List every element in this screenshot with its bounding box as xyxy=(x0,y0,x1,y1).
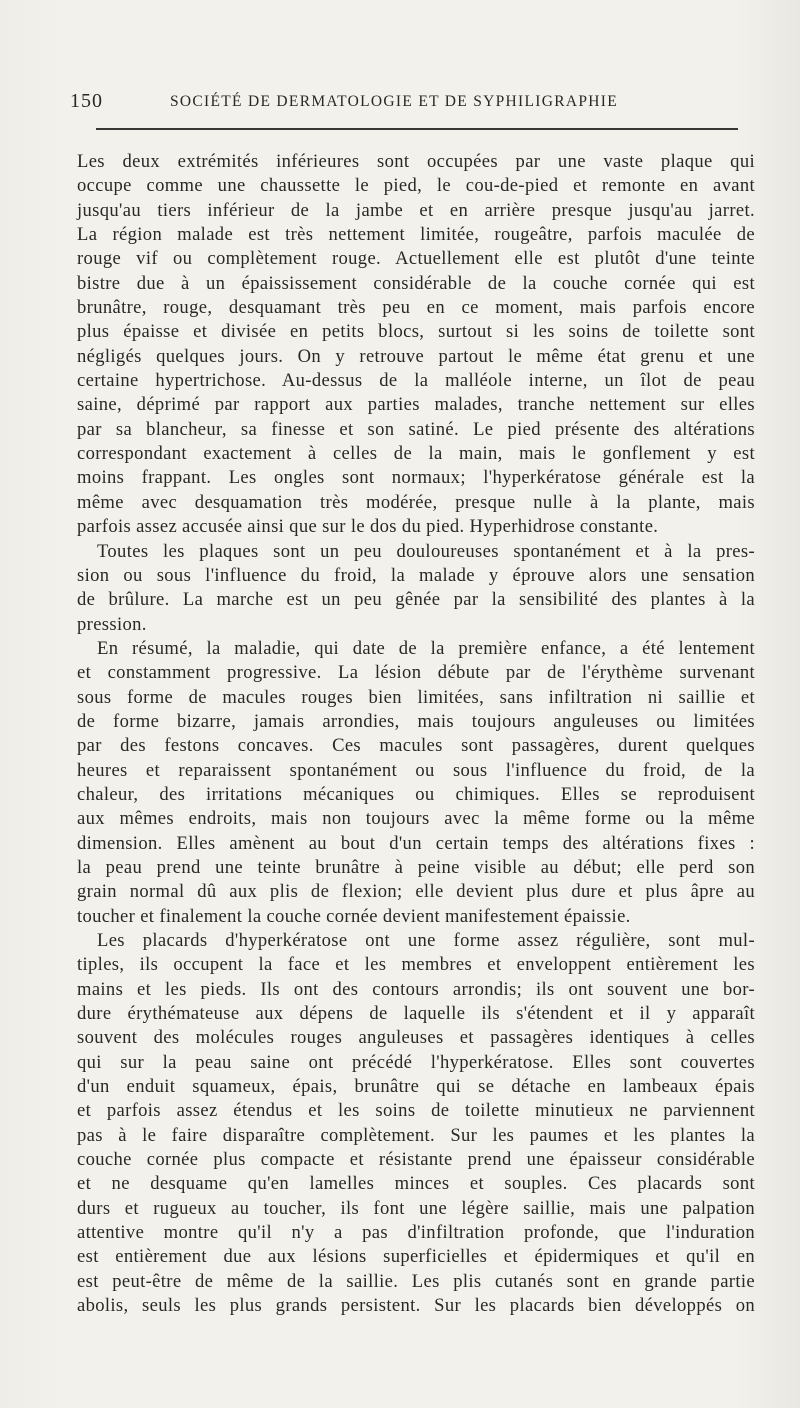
text-line: dure érythémateuse aux dépens de laquelle ils s'étendent et il y apparaît xyxy=(77,1003,755,1025)
text-line: durs et rugueux au toucher, ils font une légère saillie, mais une palpation xyxy=(77,1197,755,1219)
text-line: de forme bizarre, jamais arrondies, mais toujours anguleuses ou limitées xyxy=(77,710,755,732)
text-line: par des festons concaves. Ces macules sont passagères, durent quelques xyxy=(77,735,755,757)
page-number: 150 xyxy=(70,90,103,112)
text-line: sion ou sous l'influence du froid, la malade y éprouve alors une sensation xyxy=(77,564,755,586)
text-line: la peau prend une teinte brunâtre à peine visible au début; elle perd son xyxy=(77,856,755,878)
text-line: dimension. Elles amènent au bout d'un certain temps des altérations fixes : xyxy=(77,832,755,854)
text-line: chaleur, des irritations mécaniques ou chimiques. Elles se reproduisent xyxy=(77,783,755,805)
text-line: pression. xyxy=(77,613,147,635)
text-line: mains et les pieds. Ils ont des contours arrondis; ils ont souvent une bor- xyxy=(77,978,755,1000)
text-line: sous forme de macules rouges bien limitées, sans infiltration ni saillie et xyxy=(77,686,755,708)
text-line: brunâtre, rouge, desquamant très peu en ce moment, mais parfois encore xyxy=(77,297,755,319)
text-line: Les deux extrémités inférieures sont occupées par une vaste plaque qui xyxy=(77,151,755,172)
text-line: pas à le faire disparaître complètement. Sur les paumes et les plantes la xyxy=(77,1124,755,1146)
text-line: et parfois assez étendus et les soins de toilette minutieux ne parviennent xyxy=(77,1100,755,1122)
text-line: de brûlure. La marche est un peu gênée par la sensibilité des plantes à la xyxy=(77,589,755,611)
text-line: La région malade est très nettement limitée, rougeâtre, parfois maculée de xyxy=(77,224,755,246)
text-line: négligés quelques jours. On y retrouve partout le même état grenu et une xyxy=(77,345,755,367)
text-line: et constamment progressive. La lésion débute par de l'érythème survenant xyxy=(77,662,755,684)
running-head xyxy=(70,90,750,118)
text-line: jusqu'au tiers inférieur de la jambe et en arrière presque jusqu'au jarret. xyxy=(77,199,755,221)
text-line: souvent des molécules rouges anguleuses et passagères identiques à celles xyxy=(77,1027,755,1049)
text-line: occupe comme une chaussette le pied, le cou-de-pied et remonte en avant xyxy=(77,175,755,197)
text-line: aux mêmes endroits, mais non toujours avec la même forme ou la même xyxy=(77,808,755,830)
text-line: et ne desquame qu'en lamelles minces et souples. Ces placards sont xyxy=(77,1173,755,1195)
text-line: rouge vif ou complètement rouge. Actuellement elle est plutôt d'une teinte xyxy=(77,248,755,270)
text-line: d'un enduit squameux, épais, brunâtre qui se détache en lambeaux épais xyxy=(77,1076,755,1098)
text-line: grain normal dû aux plis de flexion; elle devient plus dure et plus âpre au xyxy=(77,881,755,903)
text-line: abolis, seuls les plus grands persistent. Sur les placards bien développés on xyxy=(77,1295,755,1317)
text-line: En résumé, la maladie, qui date de la première enfance, a été lentement xyxy=(97,637,755,659)
text-line: tiples, ils occupent la face et les membres et enveloppent entièrement les xyxy=(77,954,755,976)
text-line: Toutes les plaques sont un peu douloureuses spontanément et à la pres- xyxy=(97,540,755,562)
text-line: attentive montre qu'il n'y a pas d'infiltration profonde, que l'induration xyxy=(77,1222,755,1244)
text-line: est peut-être de même de la saillie. Les plis cutanés sont en grande partie xyxy=(77,1270,755,1292)
text-line: heures et reparaissent spontanément ou sous l'influence du froid, de la xyxy=(77,759,755,781)
text-line: couche cornée plus compacte et résistante prend une épaisseur considérable xyxy=(77,1149,755,1171)
text-line: correspondant exactement à celles de la main, mais le gonflement y est xyxy=(77,443,755,465)
text-line: par sa blancheur, sa finesse et son satiné. Le pied présente des altérations xyxy=(77,418,755,440)
text-line: est entièrement due aux lésions superficielles et épidermiques et qu'il en xyxy=(77,1246,755,1268)
text-line: saine, déprimé par rapport aux parties malades, tranche nettement sur elles xyxy=(77,394,755,416)
text-line: moins frappant. Les ongles sont normaux; l'hyperkératose générale est la xyxy=(77,467,755,489)
text-line: toucher et finalement la couche cornée devient manifestement épaissie. xyxy=(77,905,631,927)
text-line: qui sur la peau saine ont précédé l'hyperkératose. Elles sont couvertes xyxy=(77,1051,755,1073)
text-line: certaine hypertrichose. Au-dessus de la malléole interne, un îlot de peau xyxy=(77,370,755,392)
text-line: même avec desquamation très modérée, presque nulle à la plante, mais xyxy=(77,491,755,513)
text-line: bistre due à un épaississement considérable de la couche cornée qui est xyxy=(77,272,755,294)
header-rule xyxy=(96,128,738,130)
text-line: plus épaisse et divisée en petits blocs, surtout si les soins de toilette sont xyxy=(77,321,755,343)
text-line: Les placards d'hyperkératose ont une forme assez régulière, sont mul- xyxy=(97,930,755,951)
body-text xyxy=(77,150,755,1319)
running-title: SOCIÉTÉ DE DERMATOLOGIE ET DE SYPHILIGRAPHIE xyxy=(170,93,618,110)
text-line: parfois assez accusée ainsi que sur le dos du pied. Hyperhidrose constante. xyxy=(77,516,659,538)
